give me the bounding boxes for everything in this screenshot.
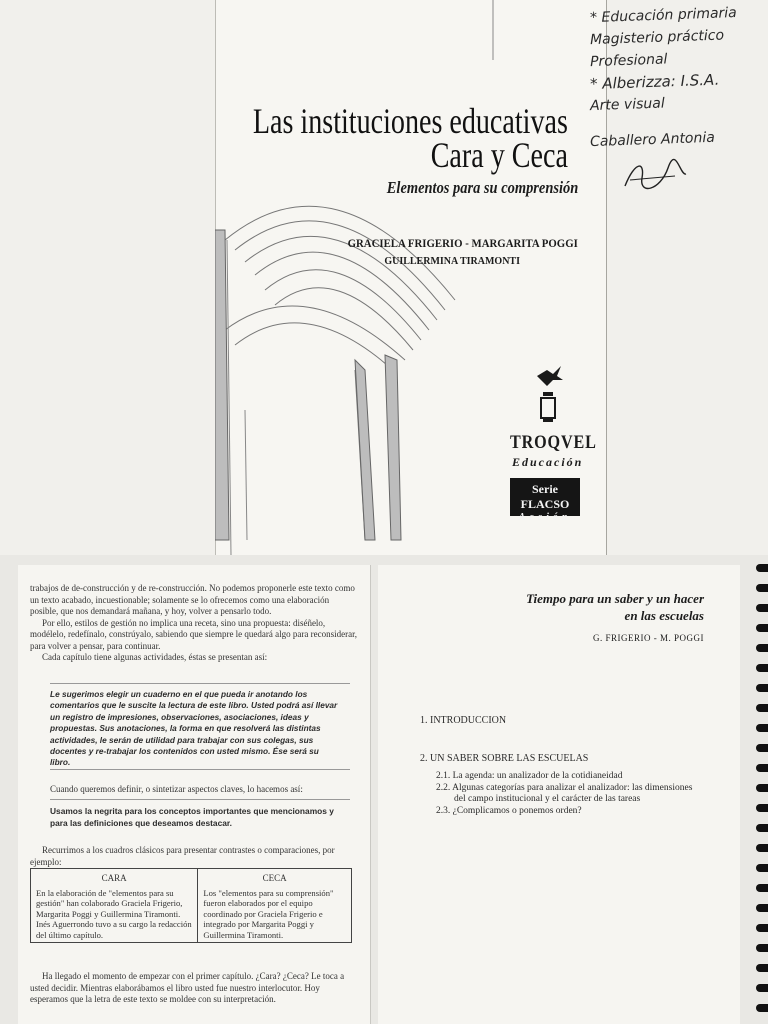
spiral-binding-right — [746, 560, 768, 1024]
toc-subitem: 2.1. La agenda: un analizador de la cotidianeidad — [436, 771, 623, 781]
handwritten-line: Arte visual — [589, 95, 665, 115]
toc-item: 1. INTRODUCCION — [420, 715, 507, 726]
cover-author-3: GUILLERMINA TIRAMONTI — [384, 256, 520, 267]
series-badge: Serie FLACSO Acción — [510, 478, 580, 516]
signature-scribble-icon — [620, 156, 690, 196]
paragraph: Cada capítulo tiene algunas actividades, éstas se presentan así: — [42, 652, 268, 662]
chapter-authors: G. FRIGERIO - M. POGGI — [592, 633, 704, 643]
table-cell: Los "elementos para su comprensión" fueron elaborados por el equipo coordinado por Graciela Frigerio e integrado por Margarita Poggi y Guillermina Tiramonti. — [198, 886, 352, 943]
cover-title: Las instituciones educativas Cara y Ceca — [252, 101, 568, 175]
handwritten-line: * Educación primaria — [589, 4, 738, 27]
toc-subitems — [436, 771, 696, 818]
left-text-page — [18, 565, 371, 1024]
closing-paragraph: Ha llegado el momento de empezar con el primer capítulo. ¿Cara? ¿Ceca? Le toca a usted decidir. Mientras elaborábamos el libro usted fue nuestro interlocutor. Hoy esperamos que la letra de este texto se moldee con su interpretación. — [30, 971, 345, 1004]
handwritten-line: Caballero Antonia — [589, 129, 716, 151]
paragraph: Por ello, estilos de gestión no implica una receta, sino una propuesta: diséñelo, modélelo, redefínalo, constrúyalo, sabiendo que siempre le quedará algo para reconsiderar, para volver a pensar, para continuar. — [30, 617, 358, 651]
divider — [50, 683, 350, 684]
handwritten-line: Magisterio práctico — [589, 27, 725, 49]
bold-sample-text: Usamos la negrita para los conceptos importantes que mencionamos y para las definiciones que deseamos destacar. — [50, 806, 334, 828]
cara-ceca-table — [30, 868, 352, 943]
activity-sample-text: Le sugerimos elegir un cuaderno en el que pueda ir anotando los comentarios que le suscite la lectura de este libro. Usted podrá así llevar un registro de impresiones, observaciones, asociaciones, ideas y propuestas. Sus anotaciones, la forma en que resolverá las distintas actividades, le serán de utilidad para trabajar con sus colegas, sus docentes y re-trabajar los contenidos con usted mismo. Ése será su libro. — [50, 689, 338, 768]
toc-subitem: 2.3. ¿Complicamos o ponemos orden? — [436, 806, 582, 816]
toc-item: 2. UN SABER SOBRE LAS ESCUELAS — [420, 753, 589, 764]
handwritten-line: * Alberizza: I.S.A. — [589, 70, 720, 94]
define-line: Cuando queremos definir, o sintetizar aspectos claves, lo hacemos así: — [50, 784, 303, 794]
divider — [50, 769, 350, 770]
table-intro: Recurrimos a los cuadros clásicos para presentar contrastes o comparaciones, por ejemplo: — [30, 845, 335, 867]
divider — [50, 799, 350, 800]
paragraph: trabajos de de-construcción y de re-construcción. No podemos proponerle este texto como un texto acabado, incuestionable; solamente se lo ofrecemos como una elaboración posible, que nos demandará mañana, y hoy, volver a pensarlo todo. — [30, 583, 355, 616]
chapter-title: Tiempo para un saber y un hacer en las escuelas — [526, 591, 704, 623]
cover-subtitle: Elementos para su comprensión — [386, 178, 578, 197]
intro-text — [30, 583, 358, 664]
table-header: CECA — [198, 869, 352, 886]
publisher-name: TROQVEL — [510, 432, 597, 453]
right-contents-page — [378, 565, 740, 1024]
publisher-subtitle: Educación — [512, 455, 584, 469]
table-header: CARA — [31, 869, 198, 886]
toc-subitem: 2.2. Algunas categorías para analizar el analizador: las dimensiones del campo institucional y el carácter de las tareas — [436, 783, 693, 804]
handwritten-line: Profesional — [589, 51, 668, 71]
cover-authors: GRACIELA FRIGERIO - MARGARITA POGGI — [347, 236, 578, 250]
arch-illustration — [215, 0, 605, 555]
table-cell: En la elaboración de "elementos para su gestión" han colaborado Graciela Frigerio, Margarita Poggi y Guillermina Tiramonti. Inés Aguerrondo tuvo a su cargo la redacción del último capítulo. — [31, 886, 198, 943]
publisher-logo-icon — [537, 366, 563, 422]
handwritten-notes — [590, 4, 768, 200]
